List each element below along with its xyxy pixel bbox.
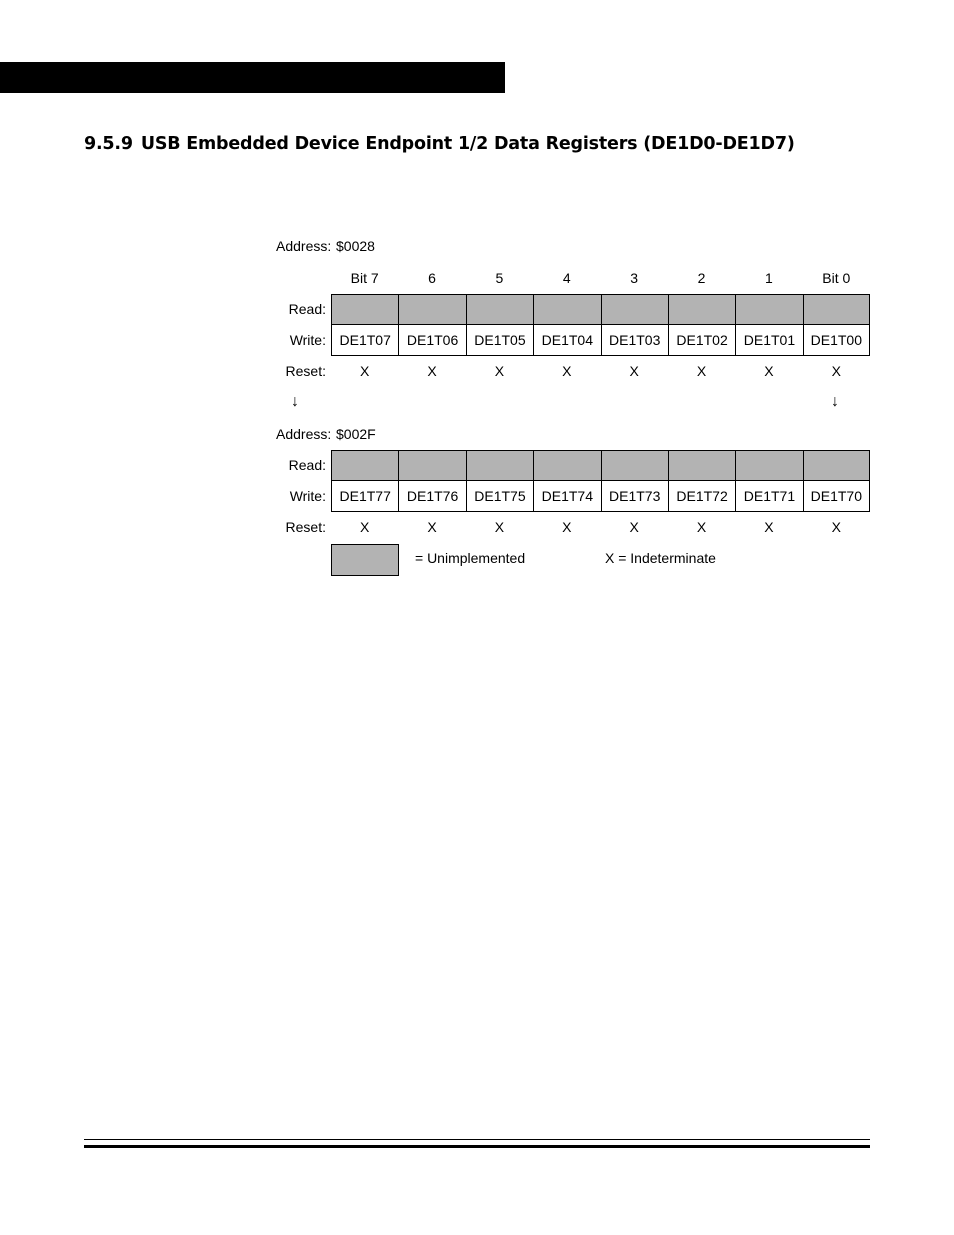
unimplemented-cell [533,450,600,481]
reset-row-2 [331,519,870,535]
reset-row-1 [331,363,870,379]
write-bit-cell: DE1T72 [668,481,735,512]
unimplemented-cell [803,450,870,481]
write-row-2 [331,481,870,512]
section-title-text: USB Embedded Device Endpoint 1/2 Data Registers (DE1D0-DE1D7) [140,134,795,154]
unimplemented-cell [735,450,802,481]
unimplemented-cell [331,450,398,481]
unimplemented-cell [735,294,802,325]
down-arrow-icon: ↓ [831,393,839,410]
address-value-2: $002F [336,426,376,442]
reset-value: X [831,363,841,379]
unimplemented-cell [331,294,398,325]
write-bit-cell: DE1T71 [735,481,802,512]
page-header-bar [0,62,505,93]
reset-value: X [764,519,774,535]
write-bit-cell: DE1T07 [331,325,398,356]
reset-value: X [562,363,572,379]
write-bit-cell: DE1T06 [398,325,465,356]
bit-header: 3 [630,270,639,286]
legend-unimplemented-swatch [331,544,399,576]
reset-value: X [562,519,572,535]
write-bit-cell: DE1T02 [668,325,735,356]
bit-header: 4 [562,270,571,286]
reset-value: X [696,519,707,535]
unimplemented-cell [466,450,533,481]
section-title [84,134,795,154]
write-bit-cell: DE1T03 [601,325,668,356]
write-bit-cell: DE1T70 [803,481,870,512]
unimplemented-cell [803,294,870,325]
reset-value: X [629,363,639,379]
reset-value: X [494,363,505,379]
write-bit-cell: DE1T73 [601,481,668,512]
unimplemented-cell [398,294,465,325]
reset-value: X [696,363,707,379]
read-label-1: Read: [288,301,326,317]
write-bit-cell: DE1T04 [533,325,600,356]
reset-value: X [427,519,437,535]
bit-header-row [331,270,870,286]
reset-label-2: Reset: [285,519,326,535]
reset-value: X [764,363,774,379]
write-bit-cell: DE1T75 [466,481,533,512]
write-bit-cell: DE1T74 [533,481,600,512]
bit-header: 5 [495,270,504,286]
write-bit-cell: DE1T76 [398,481,465,512]
address-label-2: Address: [276,426,332,442]
reset-value: X [360,519,370,535]
address-value-1: $0028 [336,238,375,254]
footer-rule-thick [84,1145,870,1148]
reset-value: X [629,519,639,535]
reset-value: X [831,519,841,535]
write-bit-cell: DE1T00 [803,325,870,356]
unimplemented-cell [466,294,533,325]
bit-header: 6 [428,270,436,286]
bit-header: 1 [765,270,773,286]
unimplemented-cell [668,294,735,325]
reset-value: X [427,363,437,379]
unimplemented-cell [601,294,668,325]
bit-header: Bit 0 [822,270,851,286]
bit-header: Bit 7 [350,270,379,286]
reset-label-1: Reset: [285,363,326,379]
reset-value: X [494,519,505,535]
write-bit-cell: DE1T05 [466,325,533,356]
read-row-2 [331,450,870,481]
address-label-1: Address: [276,238,332,254]
unimplemented-cell [398,450,465,481]
reset-value: X [360,363,370,379]
write-row-1 [331,325,870,356]
down-arrow-icon: ↓ [291,393,299,410]
bit-header: 2 [697,270,706,286]
legend-indeterminate-text: X = Indeterminate [605,550,716,566]
read-row-1 [331,294,870,325]
write-bit-cell: DE1T01 [735,325,802,356]
write-bit-cell: DE1T77 [331,481,398,512]
write-label-1: Write: [289,332,326,348]
section-number: 9.5.9 [84,134,133,154]
unimplemented-cell [601,450,668,481]
legend-unimplemented-text: = Unimplemented [415,550,526,566]
write-label-2: Write: [289,488,326,504]
read-label-2: Read: [288,457,326,473]
unimplemented-cell [533,294,600,325]
footer-rule-thin [84,1139,870,1140]
unimplemented-cell [668,450,735,481]
